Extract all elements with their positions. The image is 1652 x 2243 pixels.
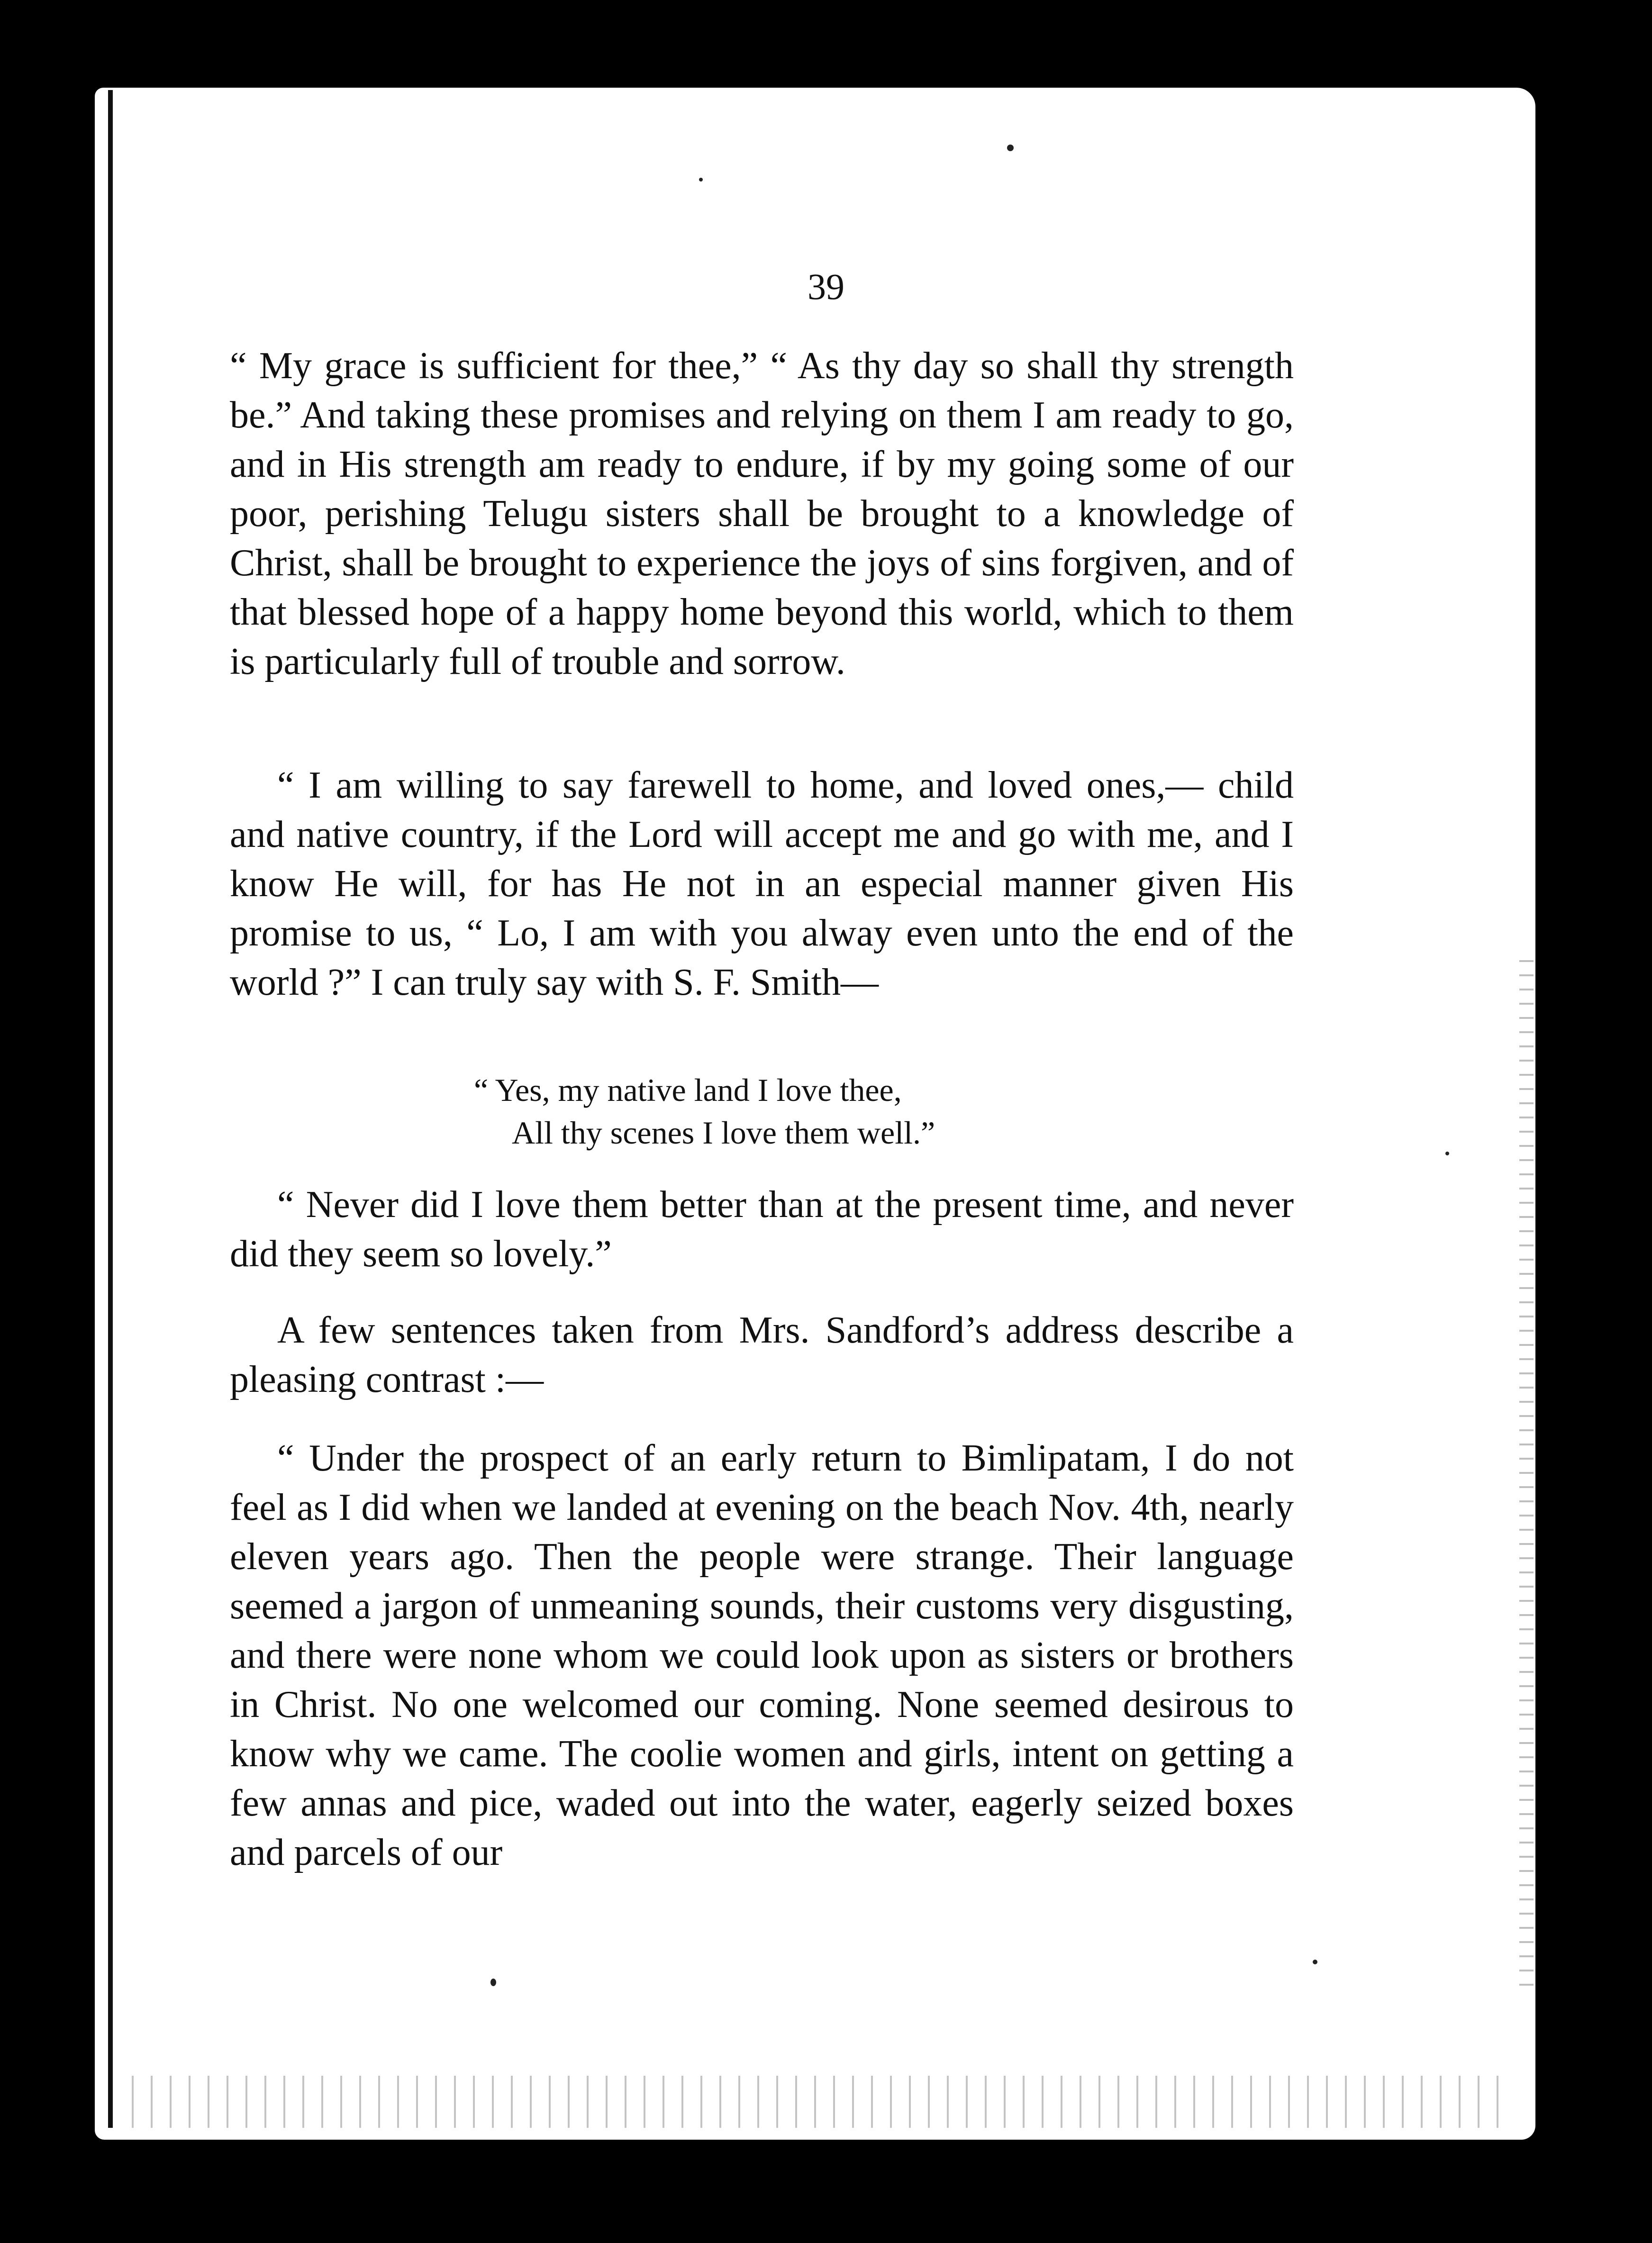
verse-quote	[474, 1069, 1137, 1154]
bottom-edge-scan-noise	[123, 2076, 1507, 2128]
right-margin-scan-noise	[1519, 948, 1534, 1990]
paragraph-3-block	[230, 1180, 1294, 1279]
scan-speck	[699, 178, 703, 182]
paragraph-4-block	[230, 1306, 1294, 1404]
scan-speck	[1007, 145, 1014, 151]
paragraph-5-block	[230, 1434, 1294, 1877]
paragraph-1-block	[230, 341, 1294, 686]
paragraph-2-block	[230, 761, 1294, 1007]
paragraph-3: “ Never did I love them better than at the present time, and never did they seem so lovely.”	[230, 1184, 1294, 1275]
paragraph-5: “ Under the prospect of an early return to Bimlipatam, I do not feel as I did when we landed at evening on the beach Nov. 4th, nearly eleven years ago. Then the people were strange. Their language seemed a jargon of unmeaning sounds, their customs very disgusting, and there were none whom we could look upon as sisters or brothers in Christ. No one welcomed our coming. None seemed desirous to know why we came. The coolie women and girls, intent on getting a few annas and pice, waded out into the water, eagerly seized boxes and parcels of our	[230, 1437, 1294, 1873]
paragraph-1: “ My grace is sufficient for thee,” “ As thy day so shall thy strength be.” And taking these promises and relying on them I am ready to go, and in His strength am ready to endure, if by my going some of our poor, perishing Telugu sisters shall be brought to a knowledge of Christ, shall be brought to experience the joys of sins forgiven, and of that blessed hope of a happy home beyond this world, which to them is particularly full of trouble and sorrow.	[230, 345, 1294, 682]
paragraph-4: A few sentences taken from Mrs. Sandford’s address describe a pleasing contrast :—	[230, 1309, 1294, 1400]
scan-speck	[1445, 1152, 1449, 1155]
verse-line-2: All thy scenes I love them well.”	[512, 1115, 935, 1151]
scan-speck	[490, 1979, 496, 1986]
page-number: 39	[808, 266, 844, 307]
verse-line-1: “ Yes, my native land I love thee,	[474, 1072, 902, 1108]
paragraph-2: “ I am willing to say farewell to home, and loved ones,— child and native country, if the Lord will accept me and go with me, and I know He will, for has He not in an especial manner given His promise to us, “ Lo, I am with you alway even unto the end of the world ?” I can truly say with S. F. Smith—	[230, 764, 1294, 1003]
scan-speck	[1313, 1960, 1317, 1964]
scan-edge-rule	[108, 90, 113, 2128]
